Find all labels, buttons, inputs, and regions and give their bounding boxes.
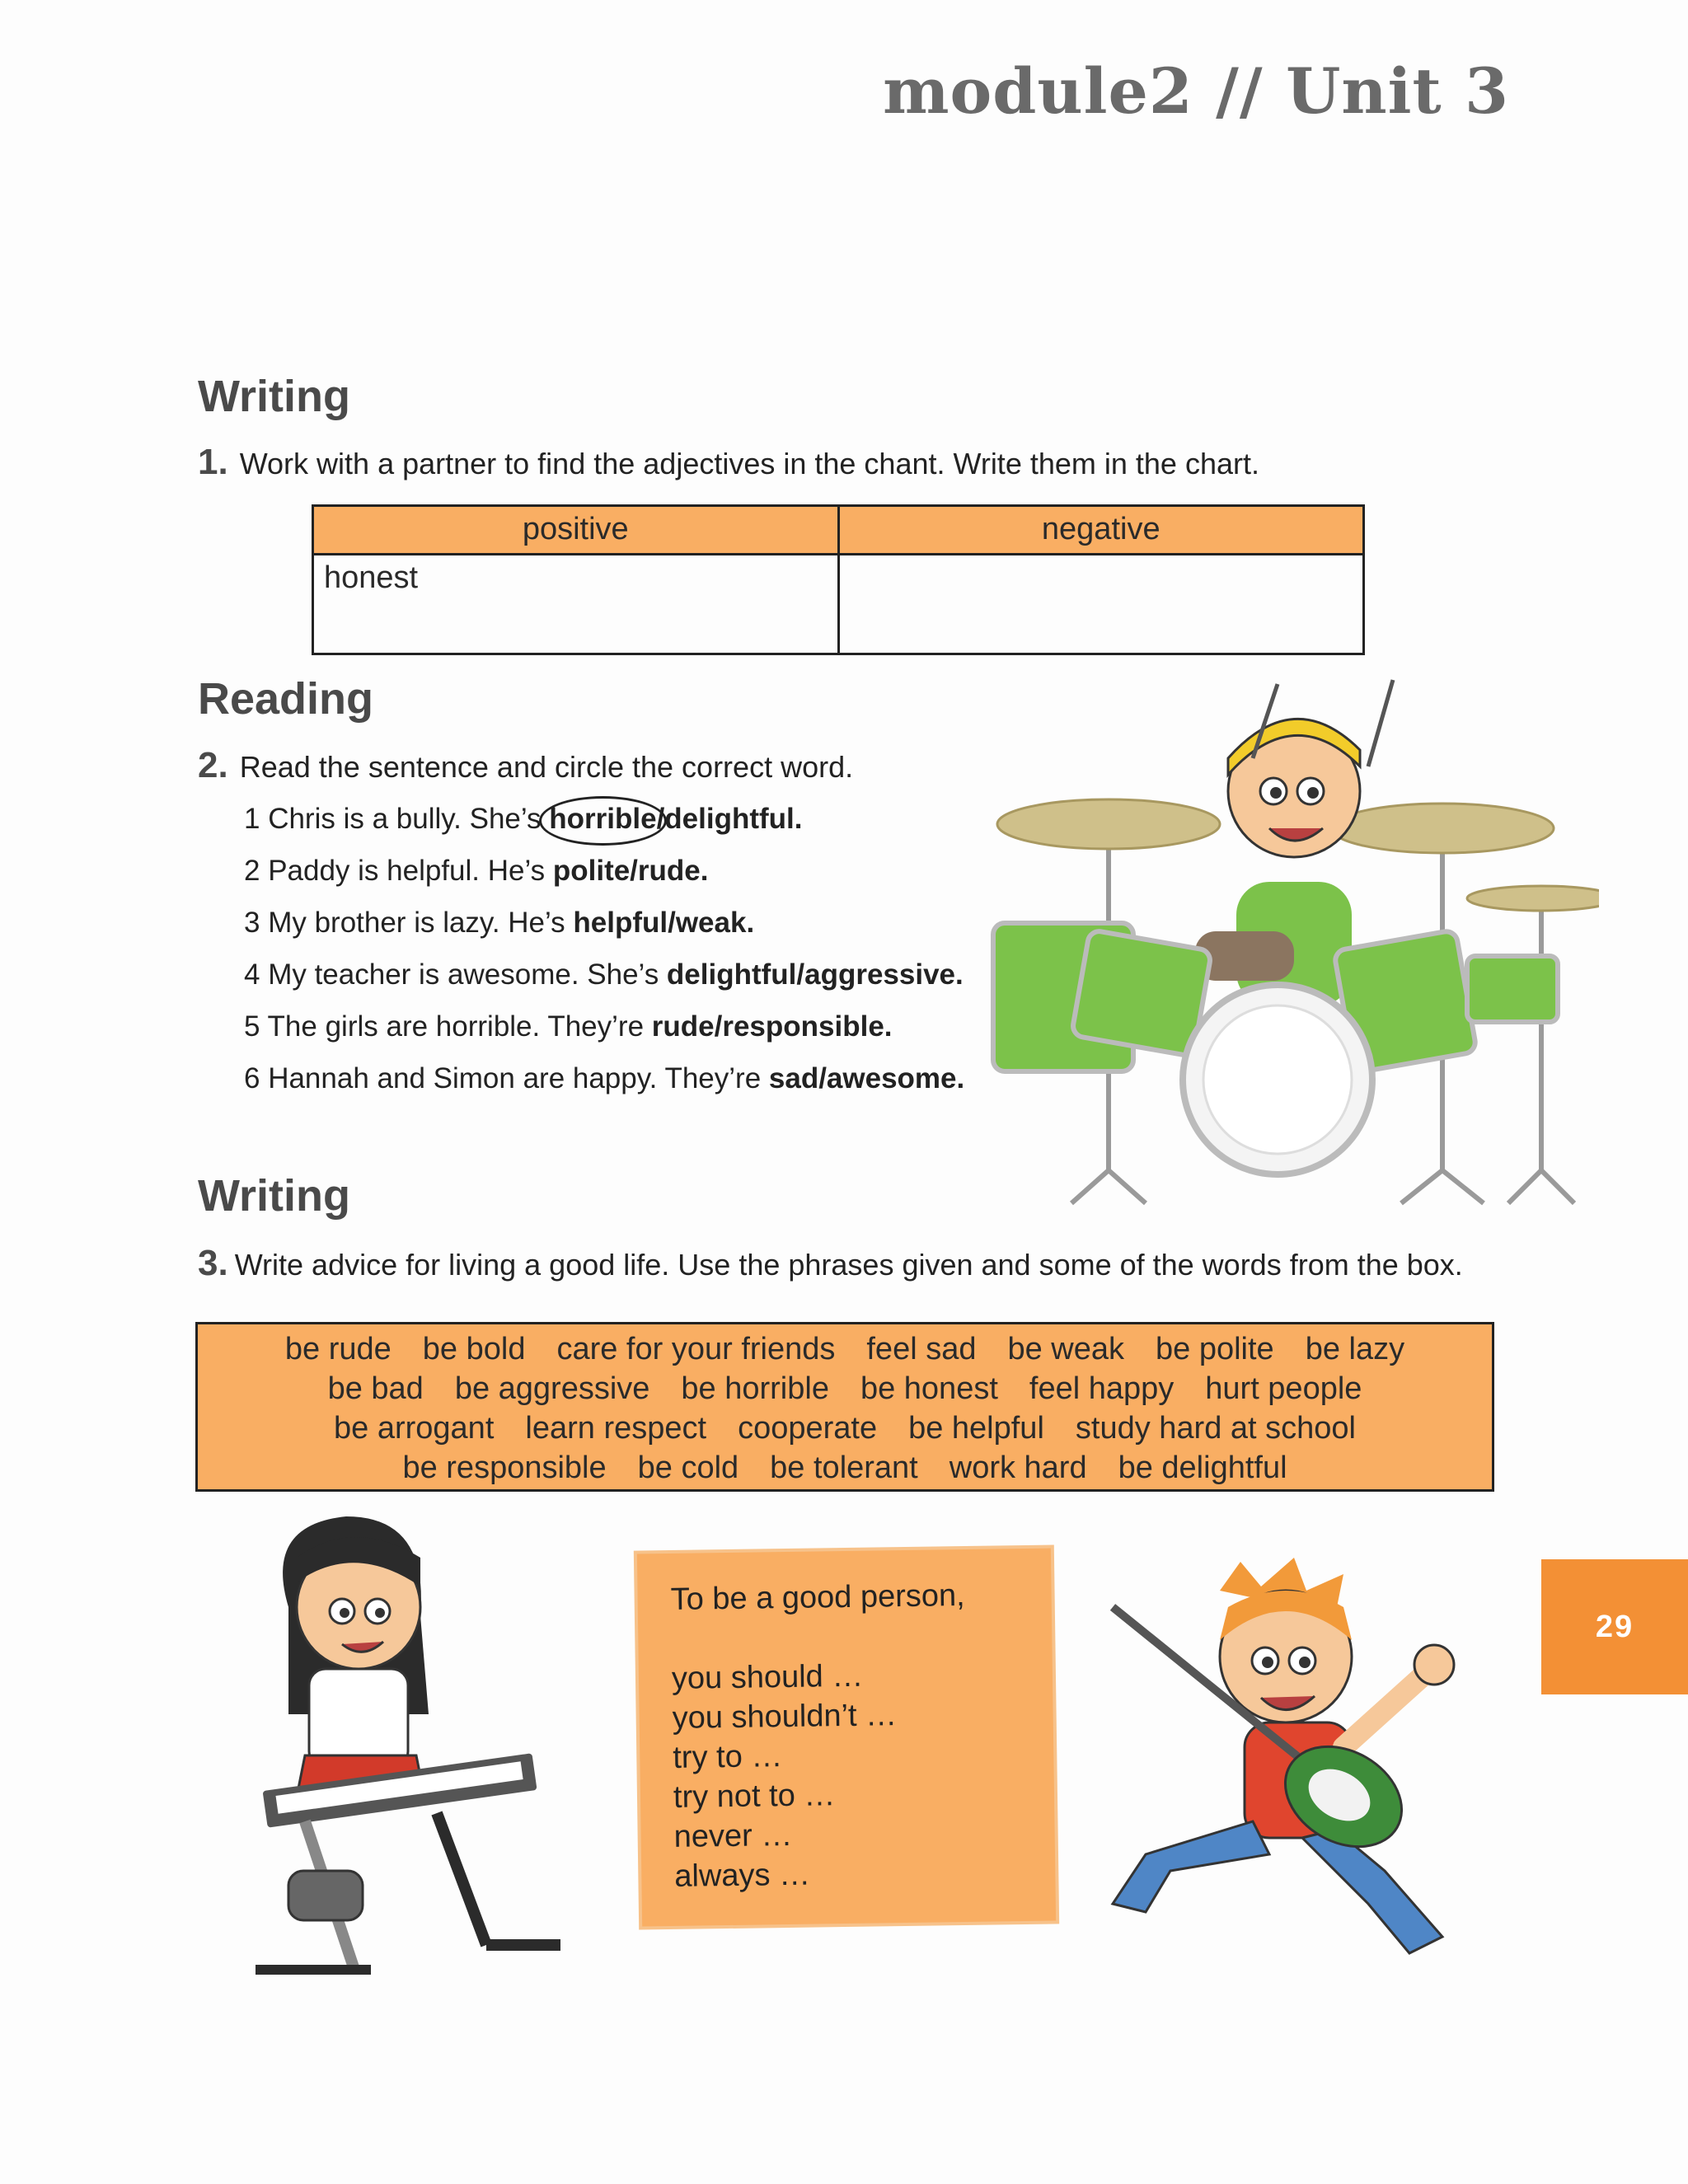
advice-note	[637, 1549, 1056, 1927]
word-item: be bold	[422, 1332, 526, 1366]
sentence-2	[244, 855, 708, 888]
note-phrase: try not to …	[673, 1778, 836, 1815]
section-title-writing-1: Writing	[198, 372, 350, 421]
word-item: feel happy	[1029, 1371, 1175, 1406]
module-label: module2	[883, 54, 1193, 128]
task-number: 3.	[198, 1243, 228, 1283]
word-item: feel sad	[866, 1332, 977, 1366]
word-item: be responsible	[402, 1451, 607, 1485]
word-item: hurt people	[1205, 1371, 1362, 1406]
circled-answer[interactable]: horrible	[549, 803, 657, 835]
chart-header-positive: positive	[313, 506, 839, 555]
word-item: be rude	[284, 1332, 392, 1366]
word-item: be aggressive	[454, 1371, 650, 1406]
word-item: be honest	[860, 1371, 998, 1406]
note-phrase: you should …	[671, 1658, 864, 1696]
chart-cell-negative[interactable]	[838, 554, 1364, 654]
section-title-writing-3: Writing	[198, 1171, 350, 1221]
instruction-text: Read the sentence and circle the correct word.	[239, 750, 854, 784]
module-unit-header	[883, 54, 1509, 128]
sentence-text: 1 Chris is a bully. She’s	[244, 803, 550, 835]
section-title-reading: Reading	[198, 674, 374, 724]
word-item: be cold	[637, 1451, 739, 1485]
note-phrase: you shouldn’t …	[672, 1698, 898, 1736]
word-item: be lazy	[1305, 1332, 1405, 1366]
option-words[interactable]: polite/rude.	[552, 855, 709, 887]
option-words[interactable]: helpful/weak.	[573, 907, 755, 939]
word-item: learn respect	[525, 1411, 707, 1446]
sentence-text: 6 Hannah and Simon are happy. They’re	[244, 1062, 769, 1094]
sentence-5	[244, 1010, 893, 1043]
word-row-1	[198, 1329, 1492, 1369]
girl-keyboard-illustration	[239, 1508, 585, 1986]
task-1-instruction	[198, 442, 1259, 483]
unit-label: // Unit 3	[1193, 54, 1509, 128]
option-words[interactable]: sad/awesome.	[768, 1062, 965, 1094]
word-item: be delightful	[1118, 1451, 1287, 1485]
note-lead: To be a good person,	[670, 1577, 965, 1617]
option-words[interactable]: rude/responsible.	[651, 1010, 893, 1043]
chart-header-negative: negative	[838, 506, 1364, 555]
word-item: be helpful	[908, 1411, 1044, 1446]
sentence-text: 2 Paddy is helpful. He’s	[244, 855, 553, 887]
note-phrase: never …	[673, 1817, 793, 1854]
word-item: study hard at school	[1075, 1411, 1356, 1446]
task-number: 2.	[198, 745, 228, 785]
word-item: work hard	[949, 1451, 1087, 1485]
instruction-text: Write advice for living a good life. Use the phrases given and some of the words from the box.	[234, 1248, 1463, 1282]
option-word[interactable]: delightful.	[664, 803, 803, 835]
option-separator: /	[656, 803, 665, 835]
sentence-4	[244, 958, 964, 991]
word-row-4	[198, 1448, 1492, 1488]
word-item: care for your friends	[556, 1332, 836, 1366]
task-2-instruction	[198, 745, 853, 786]
note-phrase: always …	[674, 1857, 811, 1894]
boy-jeans	[1113, 1821, 1269, 1912]
word-item: be tolerant	[770, 1451, 918, 1485]
adjective-chart	[312, 504, 1365, 655]
note-phrase: try to …	[673, 1739, 783, 1775]
girl-shirt	[309, 1669, 408, 1768]
cymbal-right	[1331, 804, 1554, 853]
word-item: be arrogant	[334, 1411, 495, 1446]
sentence-6	[244, 1062, 964, 1095]
word-item: cooperate	[738, 1411, 878, 1446]
word-row-3	[198, 1408, 1492, 1448]
word-row-2	[198, 1369, 1492, 1408]
cymbal-small	[1467, 886, 1599, 911]
sentence-1	[244, 803, 803, 836]
word-item: be polite	[1156, 1332, 1274, 1366]
option-words[interactable]: delightful/aggressive.	[666, 958, 964, 991]
sentence-3	[244, 907, 754, 940]
task-number: 1.	[198, 442, 228, 482]
sentence-text: 3 My brother is lazy. He’s	[244, 907, 574, 939]
instruction-text: Work with a partner to find the adjectives in the chant. Write them in the chart.	[239, 447, 1259, 480]
page-number-tab: 29	[1541, 1559, 1688, 1694]
tom-drum-small	[1467, 956, 1558, 1022]
word-box	[195, 1322, 1494, 1492]
word-item: be horrible	[681, 1371, 829, 1406]
guitar-boy-illustration	[1096, 1558, 1492, 1970]
task-3-instruction	[198, 1243, 1463, 1284]
sentence-text: 4 My teacher is awesome. She’s	[244, 958, 667, 991]
drummer-boy-illustration	[981, 676, 1599, 1220]
word-item: be bad	[327, 1371, 424, 1406]
cymbal-left	[997, 799, 1220, 849]
sentence-text: 5 The girls are horrible. They’re	[244, 1010, 652, 1043]
girl-boots	[288, 1871, 363, 1920]
chart-cell-positive[interactable]: honest	[313, 554, 839, 654]
word-item: be weak	[1007, 1332, 1125, 1366]
